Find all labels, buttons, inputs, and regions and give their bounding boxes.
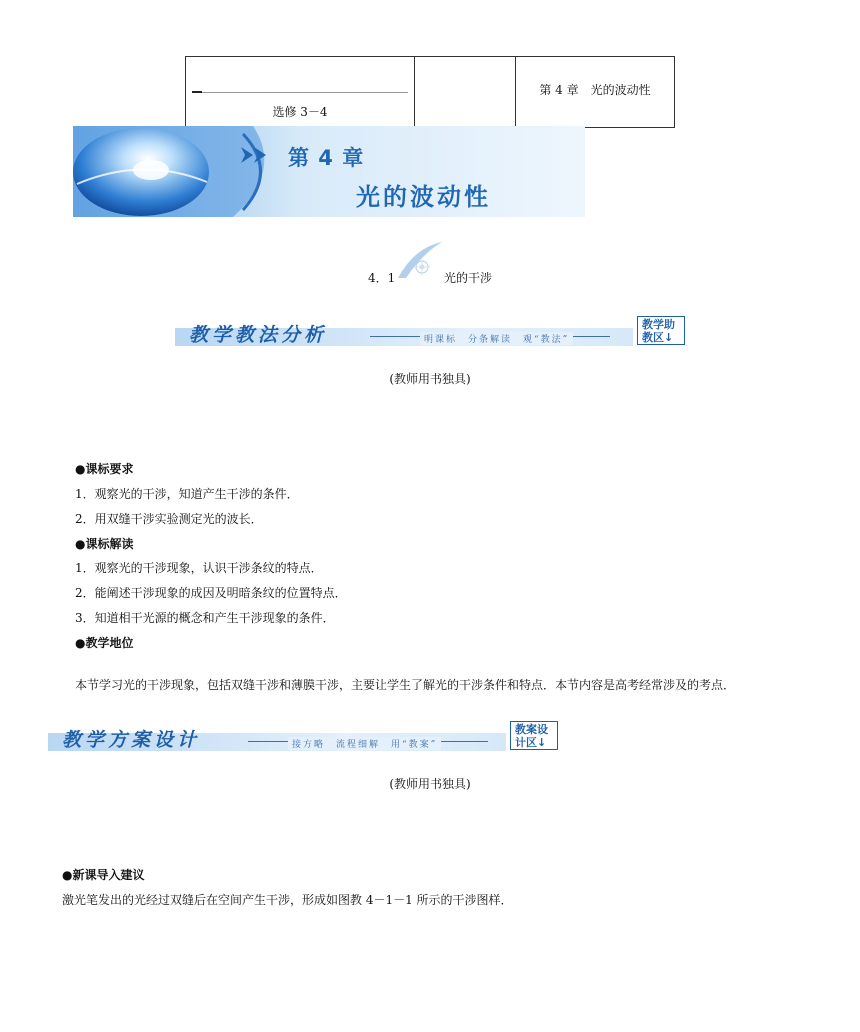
section-swoosh-icon [396, 240, 446, 280]
bar-subtitle: 接方略 流程细解 用“教案” [288, 737, 441, 750]
bar-subtitle: 明课标 分条解读 观“教法” [420, 332, 573, 345]
header-rule [192, 92, 408, 93]
section-heading: ●课标要求 [75, 462, 134, 476]
list-item: 2．用双缝干涉实验测定光的波长． [75, 512, 263, 526]
bar-title: 教学教法分析 [189, 324, 328, 346]
section-heading: ●教学地位 [75, 636, 134, 650]
list-item: 3．知道相干光源的概念和产生干涉现象的条件． [75, 611, 335, 625]
list-item: 2．能阐述干涉现象的成因及明暗条纹的位置特点． [75, 586, 347, 600]
chapter-title: 光的波动性 [356, 183, 491, 211]
teaching-analysis-bar [175, 316, 685, 348]
section-title: 光的干涉 [444, 271, 493, 285]
section-heading: ●新课导入建议 [62, 868, 145, 882]
section-heading: ●课标解读 [75, 537, 134, 551]
teaching-aid-zone-box[interactable] [637, 316, 685, 345]
section-number: 4．1 [368, 271, 396, 285]
paragraph: 激光笔发出的光经过双缝后在空间产生干涉，形成如图教 4－1－1 所示的干涉图样． [62, 893, 513, 907]
box-line-2: 计区↓ [515, 736, 547, 749]
paragraph: 本节学习光的干涉现象，包括双缝干涉和薄膜干涉，主要让学生了解光的干涉条件和特点．本节内容是高考经常涉及的考点． [75, 678, 736, 692]
teacher-only-note: (教师用书独具) [389, 777, 471, 791]
box-line-1: 教案设 [515, 723, 548, 736]
teaching-plan-bar [48, 721, 558, 753]
header-right-cell [516, 57, 674, 127]
list-item: 1．观察光的干涉，知道产生干涉的条件． [75, 487, 299, 501]
lesson-plan-zone-box[interactable] [510, 721, 558, 750]
header-left-cell [186, 57, 415, 127]
list-item: 1．观察光的干涉现象，认识干涉条纹的特点． [75, 561, 323, 575]
header-middle-cell [415, 57, 516, 127]
header-chapter-label: 第 4 章 光的波动性 [539, 83, 651, 97]
box-line-1: 教学助 [642, 318, 675, 331]
bar-title: 教学方案设计 [62, 729, 201, 751]
box-line-2: 教区↓ [642, 331, 674, 344]
header-book-label: 选修 3－4 [272, 105, 328, 119]
page-header-table [185, 56, 675, 128]
chapter-banner [73, 126, 585, 217]
header-rule-mark [192, 91, 202, 93]
teacher-only-note: (教师用书独具) [389, 372, 471, 386]
chapter-number: 第 4 章 [288, 146, 365, 170]
